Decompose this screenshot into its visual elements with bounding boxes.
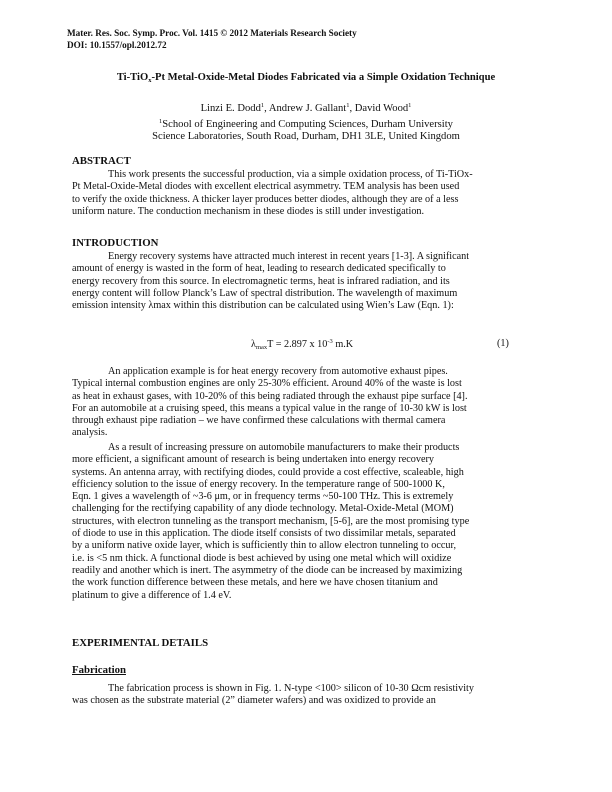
doi-line: DOI: 10.1557/opl.2012.72 bbox=[67, 39, 167, 50]
affiliation-mark: 1 bbox=[260, 102, 265, 109]
intro-paragraph-2 bbox=[72, 366, 542, 440]
affiliation-line bbox=[0, 116, 612, 132]
text-line: amount of energy is wasted in the form of heat, leading to research dedicated specifically to bbox=[72, 263, 446, 275]
author-name: Andrew J. Gallant bbox=[268, 103, 347, 114]
affiliation-mark: 1 bbox=[408, 102, 412, 109]
author-name: David Wood bbox=[354, 103, 409, 114]
experimental-heading: EXPERIMENTAL DETAILS bbox=[72, 637, 209, 649]
title-part: -Pt Metal-Oxide-Metal Diodes Fabricated via a Simple Oxidation Technique bbox=[151, 72, 496, 83]
eq-unit: m.K bbox=[332, 339, 354, 350]
text-line: as heat in exhaust gases, with 10-20% of this being radiated through the exhaust pipe surface [4]. bbox=[72, 390, 468, 402]
eq-symbol: λ bbox=[251, 339, 256, 350]
equation-number: (1) bbox=[497, 338, 509, 349]
author-list bbox=[0, 100, 612, 116]
title-subscript: x bbox=[148, 77, 152, 84]
text-line: energy content will follow Planck’s Law of spectral distribution. The wavelength of maximum bbox=[72, 287, 458, 299]
text-line: Eqn. 1 gives a wavelength of ~3-6 μm, or in frequency terms ~50-100 THz. This is extremely bbox=[72, 491, 454, 503]
text-line: analysis. bbox=[72, 427, 108, 439]
abstract-body bbox=[72, 169, 542, 218]
wien-law-equation bbox=[251, 338, 353, 351]
text-line: For an automobile at a cruising speed, this means a typical value in the range of 10-30 kW is lost bbox=[72, 402, 467, 414]
title-part: Ti-TiO bbox=[116, 72, 149, 83]
paper-title bbox=[0, 72, 612, 84]
intro-paragraph-3 bbox=[72, 442, 542, 602]
affiliation-text: School of Engineering and Computing Sciences, Durham University bbox=[162, 118, 453, 130]
text-line: This work presents the successful production, via a simple oxidation process, of Ti-TiOx- bbox=[108, 169, 473, 180]
affiliation-mark: 1 bbox=[159, 117, 163, 125]
intro-paragraph-1 bbox=[72, 251, 542, 312]
author-separator: , bbox=[349, 103, 355, 114]
eq-subscript: max bbox=[255, 344, 268, 351]
journal-header bbox=[67, 28, 357, 51]
text-line: efficiency solution to the issue of energy recovery. In the temperature range of 500-1000 K, bbox=[72, 478, 445, 490]
fabrication-subheading: Fabrication bbox=[72, 664, 126, 676]
affiliation-mark: 1 bbox=[346, 102, 350, 109]
text-line: Typical internal combustion engines are only 25-30% efficient. Around 40% of the waste is lost bbox=[72, 378, 462, 390]
introduction-heading: INTRODUCTION bbox=[72, 237, 159, 249]
journal-citation: Mater. Res. Soc. Symp. Proc. Vol. 1415 © 2012 Materials Research Society bbox=[67, 28, 357, 38]
eq-exponent: -3 bbox=[327, 338, 333, 345]
text-line: Pt Metal-Oxide-Metal diodes with excellent electrical asymmetry. TEM analysis has been used bbox=[72, 181, 460, 193]
text-line: emission intensity λmax within this distribution can be calculated using Wien’s Law (Eqn. 1): bbox=[72, 300, 454, 312]
author-separator: , bbox=[264, 103, 269, 114]
text-line: An application example is for heat energy recovery from automotive exhaust pipes. bbox=[108, 366, 448, 377]
text-line: to verify the oxide thickness. A thicker layer produces better diodes, although they are of a less bbox=[72, 193, 459, 205]
text-line: As a result of increasing pressure on automobile manufacturers to make their products bbox=[108, 442, 460, 453]
affiliation-line: Science Laboratories, South Road, Durham, DH1 3LE, United Kingdom bbox=[152, 131, 460, 142]
text-line: structures, with electron tunneling as the transport mechanism, [5-6], are the most promising type bbox=[72, 515, 470, 527]
text-line: platinum to give a difference of 1.4 eV. bbox=[72, 589, 232, 601]
fabrication-paragraph bbox=[72, 683, 542, 708]
text-line: readily and another which is inert. The asymmetry of the diode can be increased by maximizing bbox=[72, 564, 463, 576]
text-line: through exhaust pipe radiation – we have confirmed these calculations with thermal camera bbox=[72, 415, 446, 427]
text-line: Energy recovery systems have attracted much interest in recent years [1-3]. A significant bbox=[108, 251, 470, 262]
text-line: energy recovery from this source. In electromagnetic terms, heat is infrared radiation, and its bbox=[72, 275, 450, 287]
text-line: challenging for the rectifying capability of any diode technology. Metal-Oxide-Metal (MOM) bbox=[72, 503, 454, 515]
text-line: of diode to use in this application. The diode itself consists of two dissimilar metals, separated bbox=[72, 528, 456, 540]
text-line: i.e. is <5 nm thick. A functional diode is best achieved by using one metal which will oxidize bbox=[72, 552, 452, 564]
text-line: more efficient, a significant amount of research is being undertaken into energy recovery bbox=[72, 454, 434, 466]
text-line: The fabrication process is shown in Fig. 1. N-type <100> silicon of 10-30 Ωcm resistivity bbox=[108, 683, 474, 694]
author-name: Linzi E. Dodd bbox=[200, 103, 261, 114]
eq-text: T = 2.897 x 10 bbox=[267, 339, 328, 350]
abstract-heading: ABSTRACT bbox=[72, 155, 131, 167]
author-block bbox=[0, 100, 612, 144]
text-line: was chosen as the substrate material (2” diameter wafers) and was oxidized to provide an bbox=[72, 695, 436, 707]
text-line: systems. An antenna array, with rectifying diodes, could provide a cost effective, scaleable, high bbox=[72, 466, 464, 478]
text-line: by a uniform native oxide layer, which is sufficiently thin to allow electron tunneling to occur, bbox=[72, 540, 457, 552]
text-line: the work function difference between these metals, and here we have chosen titanium and bbox=[72, 577, 438, 589]
text-line: uniform nature. The conduction mechanism in these diodes is still under investigation. bbox=[72, 205, 425, 217]
